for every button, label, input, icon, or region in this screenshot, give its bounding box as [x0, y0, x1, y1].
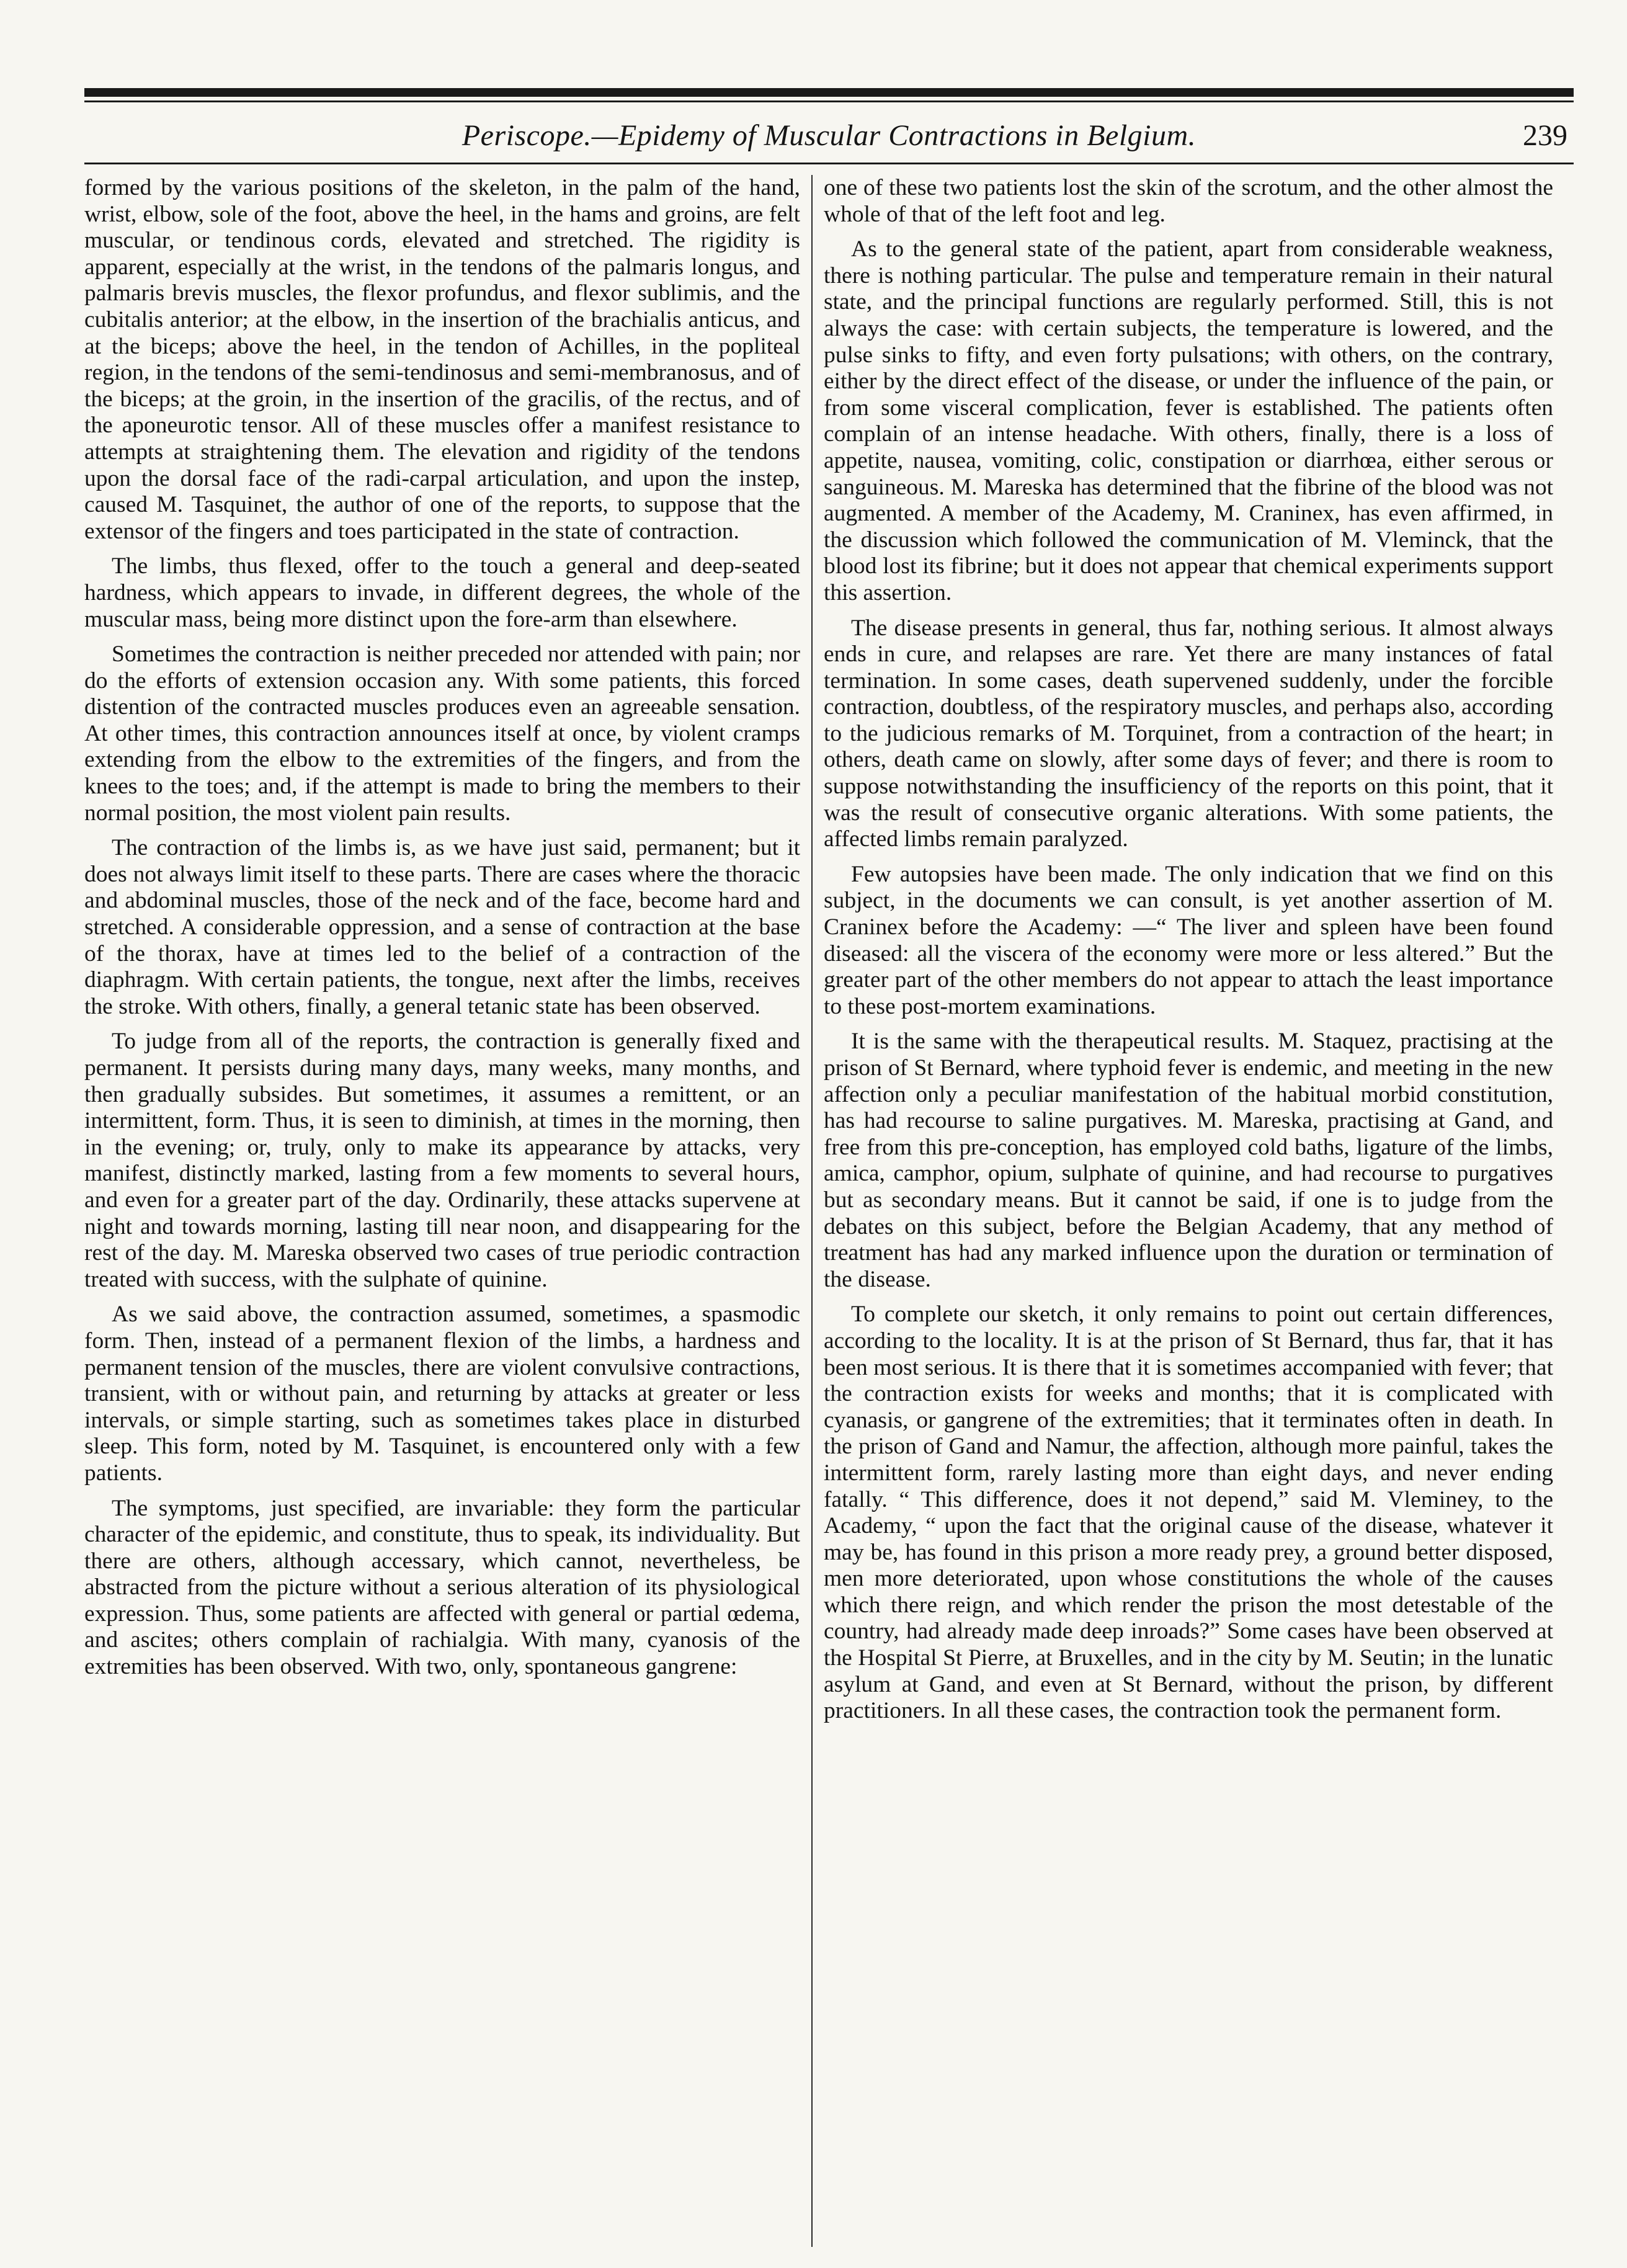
running-title: Periscope.—Epidemy of Muscular Contractions in Belgium. [461, 119, 1197, 152]
paragraph: It is the same with the therapeutical results. M. Staquez, practising at the prison of St Bernard, where typhoid fever is endemic, and meeting in the new affection only a peculiar manifestation of the habitual morbid constitution, has had recourse to saline purgatives. M. Mareska, practising at Gand, and free from this pre-conception, has employed cold baths, ligature of the limbs, amica, camphor, opium, sulphate of quinine, and had recourse to purgatives but as secondary means. But it cannot be said, if one is to judge from the debates on this subject, before the Belgian Academy, that any method of treatment has had any marked influence upon the duration or termination of the disease. [824, 1029, 1553, 1292]
paragraph: The limbs, thus flexed, offer to the touch a general and deep-seated hardness, which appears to invade, in different degrees, the whole of the muscular mass, being more distinct upon the fore-arm than elsewhere. [84, 553, 800, 632]
paragraph: formed by the various positions of the skeleton, in the palm of the hand, wrist, elbow, sole of the foot, above the heel, in the hams and groins, are felt muscular, or tendinous cords, elevated and stretched. The rigidity is apparent, especially at the wrist, in the tendons of the palmaris longus, and palmaris brevis muscles, the flexor profundus, and flexor sublimis, and the cubitalis anterior; at the elbow, in the insertion of the brachialis anticus, and at the biceps; above the heel, in the tendon of Achilles, in the popliteal region, in the tendons of the semi-tendinosus and semi-membranosus, and of the biceps; at the groin, in the insertion of the gracilis, of the rectus, and of the aponeurotic tensor. All of these muscles offer a manifest resistance to attempts at straightening them. The elevation and rigidity of the tendons upon the dorsal face of the radi-carpal articulation, and upon the instep, caused M. Tasquinet, the author of one of the reports, to suppose that the extensor of the fingers and toes participated in the state of contraction. [84, 175, 800, 544]
page-number: 239 [1523, 119, 1567, 152]
paragraph: To judge from all of the reports, the contraction is generally fixed and permanent. It persists during many days, many weeks, many months, and then gradually subsides. But sometimes, it assumes a remittent, or an intermittent, form. Thus, it is seen to diminish, at times in the morning, then in the evening; or, truly, only to make its appearance by attacks, very manifest, distinctly marked, lasting from a few moments to several hours, and even for a greater part of the day. Ordinarily, these attacks supervene at night and towards morning, lasting till near noon, and disappearing for the rest of the day. M. Mareska observed two cases of true periodic contraction treated with success, with the sulphate of quinine. [84, 1029, 800, 1292]
top-thin-rule [84, 100, 1574, 102]
page-header [84, 114, 1574, 158]
paragraph: The contraction of the limbs is, as we have just said, permanent; but it does not always limit itself to these parts. There are cases where the thoracic and abdominal muscles, those of the neck and of the face, become hard and stretched. A considerable oppression, and a sense of contraction at the base of the thorax, have at times led to the belief of a contraction of the diaphragm. With certain patients, the tongue, next after the limbs, receives the stroke. With others, finally, a general tetanic state has been observed. [84, 835, 800, 1019]
paragraph: The disease presents in general, thus far, nothing serious. It almost always ends in cure, and relapses are rare. Yet there are many instances of fatal termination. In some cases, death supervened suddenly, under the forcible contraction, doubtless, of the respiratory muscles, and perhaps also, according to the judicious remarks of M. Torquinet, from a contraction of the heart; in others, death came on slowly, after some days of fever; and there is room to suppose notwithstanding the insufficiency of the reports on this point, that it was the result of consecutive organic alterations. With some patients, the affected limbs remain paralyzed. [824, 615, 1553, 852]
paragraph: As we said above, the contraction assumed, sometimes, a spasmodic form. Then, instead of a permanent flexion of the limbs, a hardness and permanent tension of the muscles, there are violent convulsive contractions, transient, with or without pain, and returning by attacks at greater or less intervals, or simple starting, such as sometimes takes place in disturbed sleep. This form, noted by M. Tasquinet, is encountered only with a few patients. [84, 1301, 800, 1486]
paragraph: To complete our sketch, it only remains to point out certain differences, according to the locality. It is at the prison of St Bernard, thus far, that it has been most serious. It is there that it is sometimes accompanied with fever; that the contraction exists for weeks and months; that it is complicated with cyanasis, or gangrene of the extremities; that it terminates often in death. In the prison of Gand and Namur, the affection, although more painful, takes the intermittent form, rarely lasting more than eight days, and never ending fatally. “ This difference, does it not depend,” said M. Vleminey, to the Academy, “ upon the fact that the original cause of the disease, whatever it may be, has found in this prison a more ready prey, a ground better disposed, men more deteriorated, upon whose constitutions the whole of the causes which there reign, and which render the prison the most detestable of the country, had already made deep inroads?” Some cases have been observed at the Hospital St Pierre, at Bruxelles, and in the city by M. Seutin; in the lunatic asylum at Gand, and even at St Bernard, without the prison, by different practitioners. In all these cases, the contraction took the permanent form. [824, 1301, 1553, 1724]
paragraph: one of these two patients lost the skin of the scrotum, and the other almost the whole of that of the left foot and leg. [824, 175, 1553, 227]
paragraph: Sometimes the contraction is neither preceded nor attended with pain; nor do the efforts of extension occasion any. With some patients, this forced distention of the contracted muscles produces even an agreeable sensation. At other times, this contraction announces itself at once, by violent cramps extending from the elbow to the extremities of the fingers, and from the knees to the toes; and, if the attempt is made to bring the members to their normal position, the most violent pain results. [84, 641, 800, 826]
header-rule [84, 163, 1574, 164]
column-divider [811, 175, 813, 2247]
paragraph: The symptoms, just specified, are invariable: they form the particular character of the epidemic, and constitute, thus to speak, its individuality. But there are others, although accessary, which cannot, nevertheless, be abstracted from the picture without a serious alteration of its physiological expression. Thus, some patients are affected with general or partial œdema, and ascites; others complain of rachialgia. With many, cyanosis of the extremities has been observed. With two, only, spontaneous gangrene: [84, 1495, 800, 1680]
right-column [824, 175, 1553, 2247]
paragraph: As to the general state of the patient, apart from considerable weakness, there is nothing particular. The pulse and temperature remain in their natural state, and the principal functions are regularly performed. Still, this is not always the case: with certain subjects, the temperature is lowered, and the pulse sinks to fifty, and even forty pulsations; with others, on the contrary, either by the direct effect of the disease, or under the influence of the pain, or from some visceral complication, fever is established. The patients often complain of an intense headache. With others, finally, there is a loss of appetite, nausea, vomiting, colic, constipation or diarrhœa, either serous or sanguineous. M. Mareska has determined that the fibrine of the blood was not augmented. A member of the Academy, M. Craninex, has even affirmed, in the discussion which followed the communication of M. Vleminck, that the blood lost its fibrine; but it does not appear that chemical experiments support this assertion. [824, 236, 1553, 605]
paragraph: Few autopsies have been made. The only indication that we find on this subject, in the documents we can consult, is yet another assertion of M. Craninex before the Academy: —“ The liver and spleen have been found diseased: all the viscera of the economy were more or less altered.” But the greater part of the other members do not appear to attach the least importance to these post-mortem examinations. [824, 861, 1553, 1019]
left-column [84, 175, 800, 2247]
top-double-rule [84, 88, 1574, 97]
